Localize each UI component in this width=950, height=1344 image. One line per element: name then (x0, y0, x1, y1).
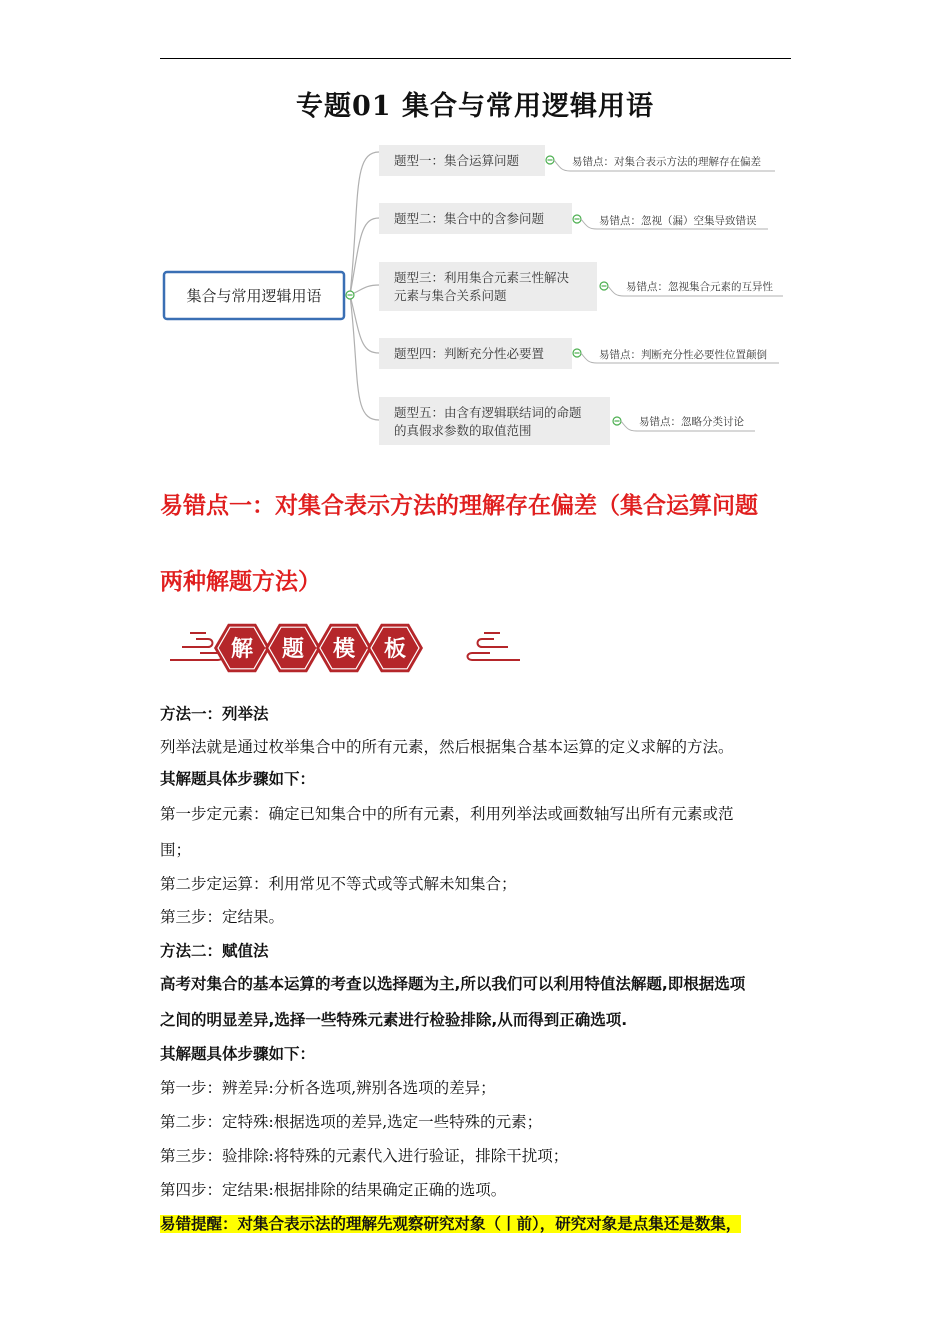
tip-4: 易错点：判断充分性必要性位置颠倒 (599, 349, 767, 361)
page-title: 专题01 集合与常用逻辑用语 (296, 91, 654, 122)
tip-2: 易错点：忽视（漏）空集导致错误 (599, 215, 757, 227)
method2-desc-line1: 高考对集合的基本运算的考查以选择题为主,所以我们可以利用特值法解题,即根据选项 (160, 975, 746, 993)
branch-5-label-line2: 的真假求参数的取值范围 (394, 423, 532, 438)
left-swirl-icon (170, 633, 223, 660)
warning-highlight: 易错提醒：对集合表示法的理解先观察研究对象（丨前），研究对象是点集还是数集， (160, 1215, 742, 1233)
branch-1-label: 题型一：集合运算问题 (394, 153, 520, 168)
method2-step1: 第一步：辨差异:分析各选项,辨别各选项的差异； (160, 1079, 496, 1097)
warning-line-wrap (160, 1214, 800, 1234)
connector-3 (350, 285, 379, 295)
method1-title: 方法一：列举法 (160, 705, 269, 723)
method2-desc-line2: 之间的明显差异,选择一些特殊元素进行检验排除,从而得到正确选项. (160, 1011, 628, 1029)
branch-3-label-line2: 元素与集合关系问题 (394, 288, 507, 303)
method2-step2: 第二步：定特殊:根据选项的差异,选定一些特殊的元素； (160, 1113, 543, 1131)
section-heading-line1: 易错点一：对集合表示方法的理解存在偏差（集合运算问题 (160, 493, 758, 519)
banner-char: 板 (383, 637, 407, 662)
branch-3-label-line1: 题型三：利用集合元素三性解决 (394, 270, 570, 285)
method1-step3: 第三步：定结果。 (160, 908, 285, 926)
branch-4-label: 题型四：判断充分性必要置 (394, 346, 545, 361)
tip-1: 易错点：对集合表示方法的理解存在偏差 (572, 156, 761, 168)
section-heading-line2: 两种解题方法） (160, 569, 321, 595)
method1-steps-title: 其解题具体步骤如下： (160, 770, 316, 788)
method1-desc: 列举法就是通过枚举集合中的所有元素，然后根据集合基本运算的定义求解的方法。 (160, 738, 734, 756)
method2-title: 方法二：赋值法 (160, 942, 269, 960)
method1-step1-line2: 围； (160, 841, 192, 859)
branch-5-label-line1: 题型五：由含有逻辑联结词的命题 (394, 405, 582, 420)
banner-char: 模 (332, 637, 356, 662)
tip-5: 易错点：忽略分类讨论 (639, 416, 744, 428)
method2-step4: 第四步：定结果:根据排除的结果确定正确的选项。 (160, 1181, 507, 1199)
method1-step1-line1: 第一步定元素：确定已知集合中的所有元素，利用列举法或画数轴写出所有元素或范 (160, 805, 734, 823)
connector-2 (350, 218, 379, 295)
mind-map (0, 0, 950, 460)
method2-step3: 第三步：验排除:将特殊的元素代入进行验证，排除干扰项； (160, 1147, 569, 1165)
mindmap-root-label: 集合与常用逻辑用语 (186, 287, 322, 305)
banner-char: 解 (230, 637, 254, 662)
right-swirl-icon (468, 633, 521, 660)
tip-3: 易错点：忽视集合元素的互异性 (626, 281, 773, 293)
banner-char: 题 (281, 637, 305, 662)
banner-solution-template (160, 617, 530, 679)
method2-steps-title: 其解题具体步骤如下： (160, 1045, 316, 1063)
connector-1 (350, 152, 379, 295)
branch-2-label: 题型二：集合中的含参问题 (394, 211, 545, 226)
method1-step2: 第二步定运算：利用常见不等式或等式解未知集合； (160, 875, 517, 893)
